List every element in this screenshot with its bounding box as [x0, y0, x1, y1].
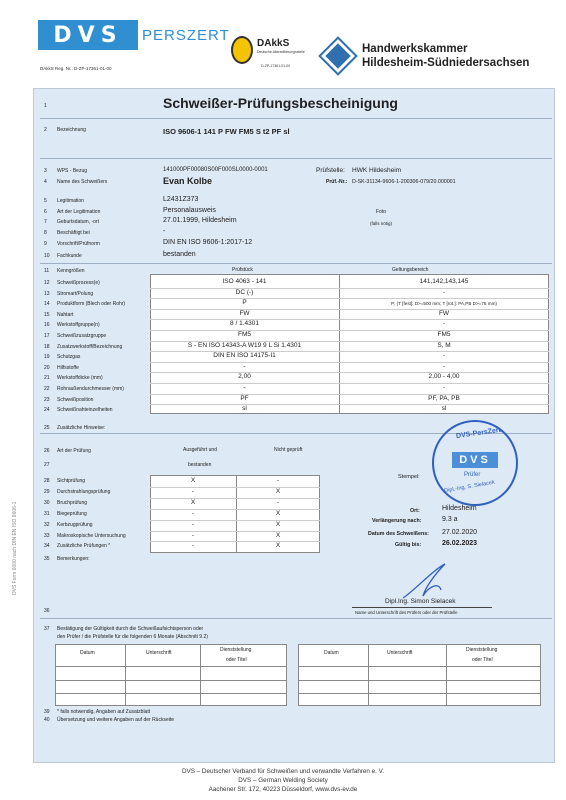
- bestaetigung-line1: Bestätigung der Gültigkeit durch die Schweißaufsichtsperson oder: [57, 626, 204, 632]
- row-label: Vorschrift/Prüfnorm: [57, 241, 100, 247]
- row-divider: [150, 509, 320, 510]
- row-divider: [150, 541, 320, 542]
- row-number: 39: [44, 709, 50, 715]
- dakks-title: DAkkS: [257, 38, 290, 49]
- row-number: 11: [44, 268, 50, 274]
- param-pruefstueck: PF: [240, 394, 249, 402]
- row-number: 31: [44, 510, 50, 517]
- divider: [40, 263, 552, 264]
- page-title: Schweißer-Prüfungsbescheinigung: [163, 95, 398, 111]
- param-label: Zusatzwerkstoff/Bezeichnung: [57, 343, 123, 350]
- pruef-ausgefuehrt: X: [190, 477, 196, 484]
- verlaengerung-value: 9.3 a: [442, 516, 458, 523]
- pruef-nicht-geprueft: X: [275, 509, 281, 517]
- row-divider: [150, 372, 549, 373]
- grid-line: [55, 693, 287, 694]
- param-geltungsbereich: FM5: [437, 331, 451, 338]
- perszert-label: PERSZERT: [142, 26, 230, 44]
- row-label: Bezeichnung: [57, 127, 86, 133]
- pruef-ausgefuehrt: -: [191, 487, 195, 495]
- param-label: Schweißnahteinzelheiten: [57, 407, 113, 414]
- row-number: 2: [44, 127, 47, 133]
- params-head-pruefstueck: Prüfstück: [232, 267, 253, 273]
- row-label: Legitimation: [57, 198, 84, 204]
- row-number: 26: [44, 448, 50, 454]
- stempel-label: Stempel:: [398, 474, 420, 480]
- row-divider: [150, 288, 549, 289]
- row-number: 29: [44, 488, 50, 495]
- pruefstelle-value: HWK Hildesheim: [352, 167, 402, 174]
- signer-sub: Name und Unterschrift des Prüfers oder der Prüfstelle: [355, 610, 458, 615]
- param-geltungsbereich: -: [442, 288, 446, 296]
- divider: [40, 118, 552, 119]
- row-number: 5: [44, 198, 47, 204]
- param-pruefstueck: S - EN ISO 14343-A W19 9 L Si 1.4301: [187, 341, 302, 349]
- pruef-nicht-geprueft: X: [275, 542, 281, 550]
- designation: ISO 9606-1 141 P FW FM5 S t2 PF sl: [163, 127, 290, 136]
- pruef-nicht-geprueft: X: [275, 487, 281, 495]
- vorschrift-value: DIN EN ISO 9606-1:2017-12: [163, 239, 253, 246]
- validity-head-datum: Datum: [324, 650, 339, 656]
- param-pruefstueck: P: [242, 299, 247, 307]
- pruef-nicht-geprueft: -: [276, 477, 280, 484]
- row-label: Geburtsdatum, -ort: [57, 219, 99, 225]
- row-number: 21: [44, 375, 50, 382]
- stamp-text-mid: Prüfer: [464, 472, 481, 478]
- pruef-label: Sichtprüfung: [57, 478, 86, 484]
- grid-line: [298, 666, 541, 667]
- grid-line: [298, 693, 541, 694]
- row-divider: [150, 351, 549, 352]
- pruef-ausgefuehrt: -: [191, 531, 195, 539]
- param-label: Werkstoffdicke (mm): [57, 375, 103, 382]
- pruef-label: Makroskopische Untersuchung: [57, 532, 126, 539]
- row-divider: [150, 520, 320, 521]
- row-number: 33: [44, 532, 50, 539]
- pruef-label: Biegeprüfung: [57, 510, 87, 517]
- row-number: 27: [44, 462, 50, 468]
- pruef-head-ausgefuehrt: Ausgeführt und: [183, 447, 217, 453]
- param-geltungsbereich: 141,142,143,145: [419, 278, 469, 285]
- prof-nr-value: D-SK-31134-9606-1-200306-079/20.000001: [352, 179, 456, 185]
- param-pruefstueck: sl: [242, 405, 247, 413]
- param-geltungsbereich: -: [442, 384, 446, 391]
- param-pruefstueck: FW: [239, 309, 250, 317]
- grid-line: [125, 644, 126, 706]
- reg-number: DAkkS Reg. Nr.: D-ZP-17361-01-00: [40, 66, 112, 71]
- param-label: Werkstoffgruppe(n): [57, 322, 100, 329]
- pruef-label: Bruchprüfung: [57, 499, 88, 506]
- row-number: 10: [44, 253, 50, 259]
- note-line: Übersetzung und weitere Angaben auf der Rückseite: [57, 717, 175, 723]
- param-label: Schutzgas: [57, 354, 81, 361]
- row-number: 19: [44, 354, 50, 361]
- row-number: 28: [44, 478, 50, 484]
- beschaeftigt-value: -: [163, 228, 166, 235]
- validity-head-titel: oder Titel: [472, 657, 493, 663]
- foto-note: (falls nötig): [370, 221, 393, 226]
- pruef-head-art: Art der Prüfung: [57, 448, 91, 454]
- param-label: Rohraußendurchmesser (mm): [57, 386, 124, 392]
- row-number: 6: [44, 209, 47, 215]
- fachkunde-value: bestanden: [163, 251, 196, 258]
- row-divider: [150, 487, 320, 488]
- signature-line: [352, 607, 492, 608]
- row-number: 14: [44, 301, 50, 308]
- param-label: Hilfsstoffe: [57, 364, 79, 371]
- row-number: 7: [44, 219, 47, 225]
- grid-line: [368, 644, 369, 706]
- row-label: WPS - Bezug: [57, 168, 88, 174]
- row-divider: [150, 309, 549, 310]
- pruef-label: Durchstrahlungsprüfung: [57, 488, 111, 495]
- row-number: 8: [44, 230, 47, 236]
- side-form-text: DVS Form 6000 nach DIN EN ISO 9606-1: [12, 501, 18, 595]
- ort-value: Hildesheim: [442, 505, 477, 512]
- param-geltungsbereich: PF, PA, PB: [428, 394, 460, 402]
- foto-label: Foto: [376, 209, 387, 215]
- pruef-ausgefuehrt: -: [191, 509, 195, 517]
- pruefstelle-label: Prüfstelle:: [316, 167, 345, 174]
- gueltig-label: Gültig bis:: [395, 542, 422, 548]
- param-pruefstueck: DC (-): [235, 288, 254, 296]
- row-label: Beschäftigt bei: [57, 230, 90, 236]
- grid-line: [55, 680, 287, 681]
- row-number: 30: [44, 499, 50, 506]
- row-number: 20: [44, 364, 50, 371]
- param-pruefstueck: 2,00: [238, 373, 251, 381]
- row-number: 3: [44, 168, 47, 174]
- pruef-head-nicht-geprueft: Nicht geprüft: [274, 447, 303, 453]
- grid-line: [446, 644, 447, 706]
- stamp-text-bottom: Dipl.-Ing. S. Sielacek: [443, 479, 496, 495]
- validity-head-dienststellung: Dienststellung: [466, 647, 498, 653]
- datum-value: 27.02.2020: [442, 529, 478, 536]
- row-number: 34: [44, 543, 50, 550]
- row-number: 18: [44, 343, 50, 350]
- row-number: 17: [44, 333, 50, 339]
- row-number: 22: [44, 386, 50, 392]
- param-geltungsbereich: -: [442, 320, 446, 328]
- row-number: 15: [44, 311, 50, 318]
- param-pruefstueck: ISO 4063 - 141: [222, 278, 267, 285]
- hwk-logo: [326, 42, 529, 70]
- param-geltungsbereich: S, M: [437, 341, 451, 349]
- row-divider: [150, 498, 320, 499]
- row-number: 23: [44, 396, 50, 403]
- param-label: Schweißposition: [57, 396, 94, 403]
- divider: [40, 158, 552, 159]
- row-number: 13: [44, 290, 50, 297]
- param-geltungsbereich: FW: [438, 309, 450, 317]
- row-divider: [150, 404, 549, 405]
- param-pruefstueck: DIN EN ISO 14175-I1: [213, 352, 276, 360]
- row-label: Name des Schweißers: [57, 179, 108, 185]
- hwk-line2: Hildesheim-Südniedersachsen: [362, 57, 530, 69]
- param-label: Produktform (Blech oder Rohr): [57, 301, 126, 308]
- pruef-nicht-geprueft: X: [275, 520, 281, 528]
- row-divider: [150, 298, 549, 299]
- param-geltungsbereich: P; (T [fest]: D>=500 mm; T [rot.]: PA,PB D>=75 mm): [391, 301, 497, 307]
- grid-line: [200, 644, 201, 706]
- param-label: Nahtart: [57, 311, 74, 318]
- param-geltungsbereich: 2,00 - 4,00: [428, 373, 460, 381]
- row-number: 32: [44, 521, 50, 528]
- param-pruefstueck: FM5: [238, 331, 251, 338]
- pruef-ausgefuehrt: X: [190, 498, 196, 506]
- verlaengerung-label: Verlängerung nach:: [372, 518, 422, 524]
- row-divider: [150, 341, 549, 342]
- row-number: 1: [44, 103, 47, 109]
- zus-hinweise-label: Zusätzliche Hinweise:: [57, 425, 106, 431]
- param-label: Stromart/Polung: [57, 290, 94, 297]
- welder-name: Evan Kolbe: [163, 176, 213, 186]
- param-geltungsbereich: sl: [441, 405, 447, 413]
- row-number: 35: [44, 556, 50, 562]
- row-divider: [150, 383, 549, 384]
- row-divider: [150, 394, 549, 395]
- row-number: 25: [44, 425, 50, 431]
- row-number: 37: [44, 626, 50, 632]
- row-number: 16: [44, 322, 50, 329]
- wps-value: 141000PF00080S00F000SL0000-0001: [163, 167, 268, 173]
- pruef-label: Zusätzliche Prüfungen *: [57, 543, 111, 550]
- grid-line: [298, 680, 541, 681]
- row-number: 36: [44, 608, 50, 614]
- signer-name: Dipl.Ing. Simon Sielacek: [385, 598, 456, 605]
- pruef-label: Kerbzugprüfung: [57, 521, 93, 528]
- dakks-badge-icon: [231, 36, 253, 64]
- art-legitimation-value: Personalausweis: [163, 207, 216, 214]
- geburt-value: 27.01.1999, Hildesheim: [163, 217, 237, 224]
- row-label: Fachkunde: [57, 253, 82, 259]
- footer-line2: DVS – German Welding Society: [238, 777, 328, 784]
- ort-label: Ort:: [410, 508, 420, 514]
- hwk-mark-icon: [321, 39, 355, 73]
- dvs-logo: [38, 20, 230, 50]
- validity-head-unterschrift: Unterschrift: [146, 650, 172, 656]
- bemerkungen-label: Bemerkungen:: [57, 556, 90, 562]
- pruef-nicht-geprueft: X: [275, 531, 281, 539]
- validity-head-dienststellung: Dienststellung: [220, 647, 252, 653]
- note-line: * falls notwendig, Angaben auf Zusatzblatt: [57, 709, 151, 715]
- signature-icon: [395, 560, 455, 600]
- dakks-logo: [231, 36, 309, 74]
- param-geltungsbereich: -: [442, 352, 446, 360]
- dakks-subtitle: Deutsche Akkreditierungsstelle: [257, 50, 305, 54]
- hwk-line1: Handwerkskammer: [362, 43, 468, 55]
- row-number: 40: [44, 717, 50, 723]
- pruef-nicht-geprueft: -: [276, 498, 280, 506]
- row-number: 4: [44, 179, 47, 185]
- footer-line3: Aachener Str. 172, 40223 Düsseldorf, www.dvs-ev.de: [208, 786, 358, 793]
- param-pruefstueck: 8 / 1.4301: [230, 320, 259, 328]
- param-pruefstueck: -: [243, 384, 246, 391]
- param-label: Schweißprozess(e): [57, 280, 100, 286]
- row-divider: [150, 362, 549, 363]
- row-number: 12: [44, 280, 50, 286]
- validity-head-titel: oder Titel: [226, 657, 247, 663]
- row-number: 24: [44, 407, 50, 414]
- validity-head-unterschrift: Unterschrift: [387, 650, 413, 656]
- stamp-logo: DVS: [452, 452, 498, 468]
- pruef-ausgefuehrt: -: [191, 520, 195, 528]
- stamp-text-top: DVS-PersZert: [455, 426, 502, 441]
- legitimation-value: L2431Z373: [163, 196, 199, 203]
- dakks-reg: D-ZP-17361-01-00: [261, 64, 291, 68]
- param-geltungsbereich: -: [442, 362, 446, 370]
- row-divider: [150, 531, 320, 532]
- certification-stamp: [432, 420, 518, 506]
- param-pruefstueck: -: [243, 362, 246, 370]
- divider: [40, 618, 552, 619]
- validity-head-datum: Datum: [80, 650, 95, 656]
- prof-nr-label: Prüf.-Nr.:: [326, 179, 348, 185]
- gueltig-value: 26.02.2023: [442, 540, 478, 547]
- pruef-head-bestanden: bestanden: [188, 462, 212, 468]
- param-label: Schweißzusatzgruppe: [57, 333, 107, 339]
- params-head-geltungsbereich: Geltungsbereich: [392, 267, 429, 273]
- grid-line: [55, 666, 287, 667]
- row-number: 9: [44, 241, 47, 247]
- pruef-ausgefuehrt: -: [191, 542, 195, 550]
- row-label: Art der Legitimation: [57, 209, 101, 215]
- bestaetigung-line2: den Prüfer / die Prüfstelle für die folgenden 6 Monate (Abschnitt 9.2): [57, 634, 208, 640]
- dvs-logo-mark: DVS: [38, 20, 138, 50]
- params-head-kenngroessen: Kenngrößen: [57, 268, 85, 274]
- row-divider: [150, 319, 549, 320]
- datum-label: Datum des Schweißens:: [368, 531, 429, 537]
- footer-line1: DVS – Deutscher Verband für Schweißen und verwandte Verfahren e. V.: [181, 768, 385, 775]
- row-divider: [150, 330, 549, 331]
